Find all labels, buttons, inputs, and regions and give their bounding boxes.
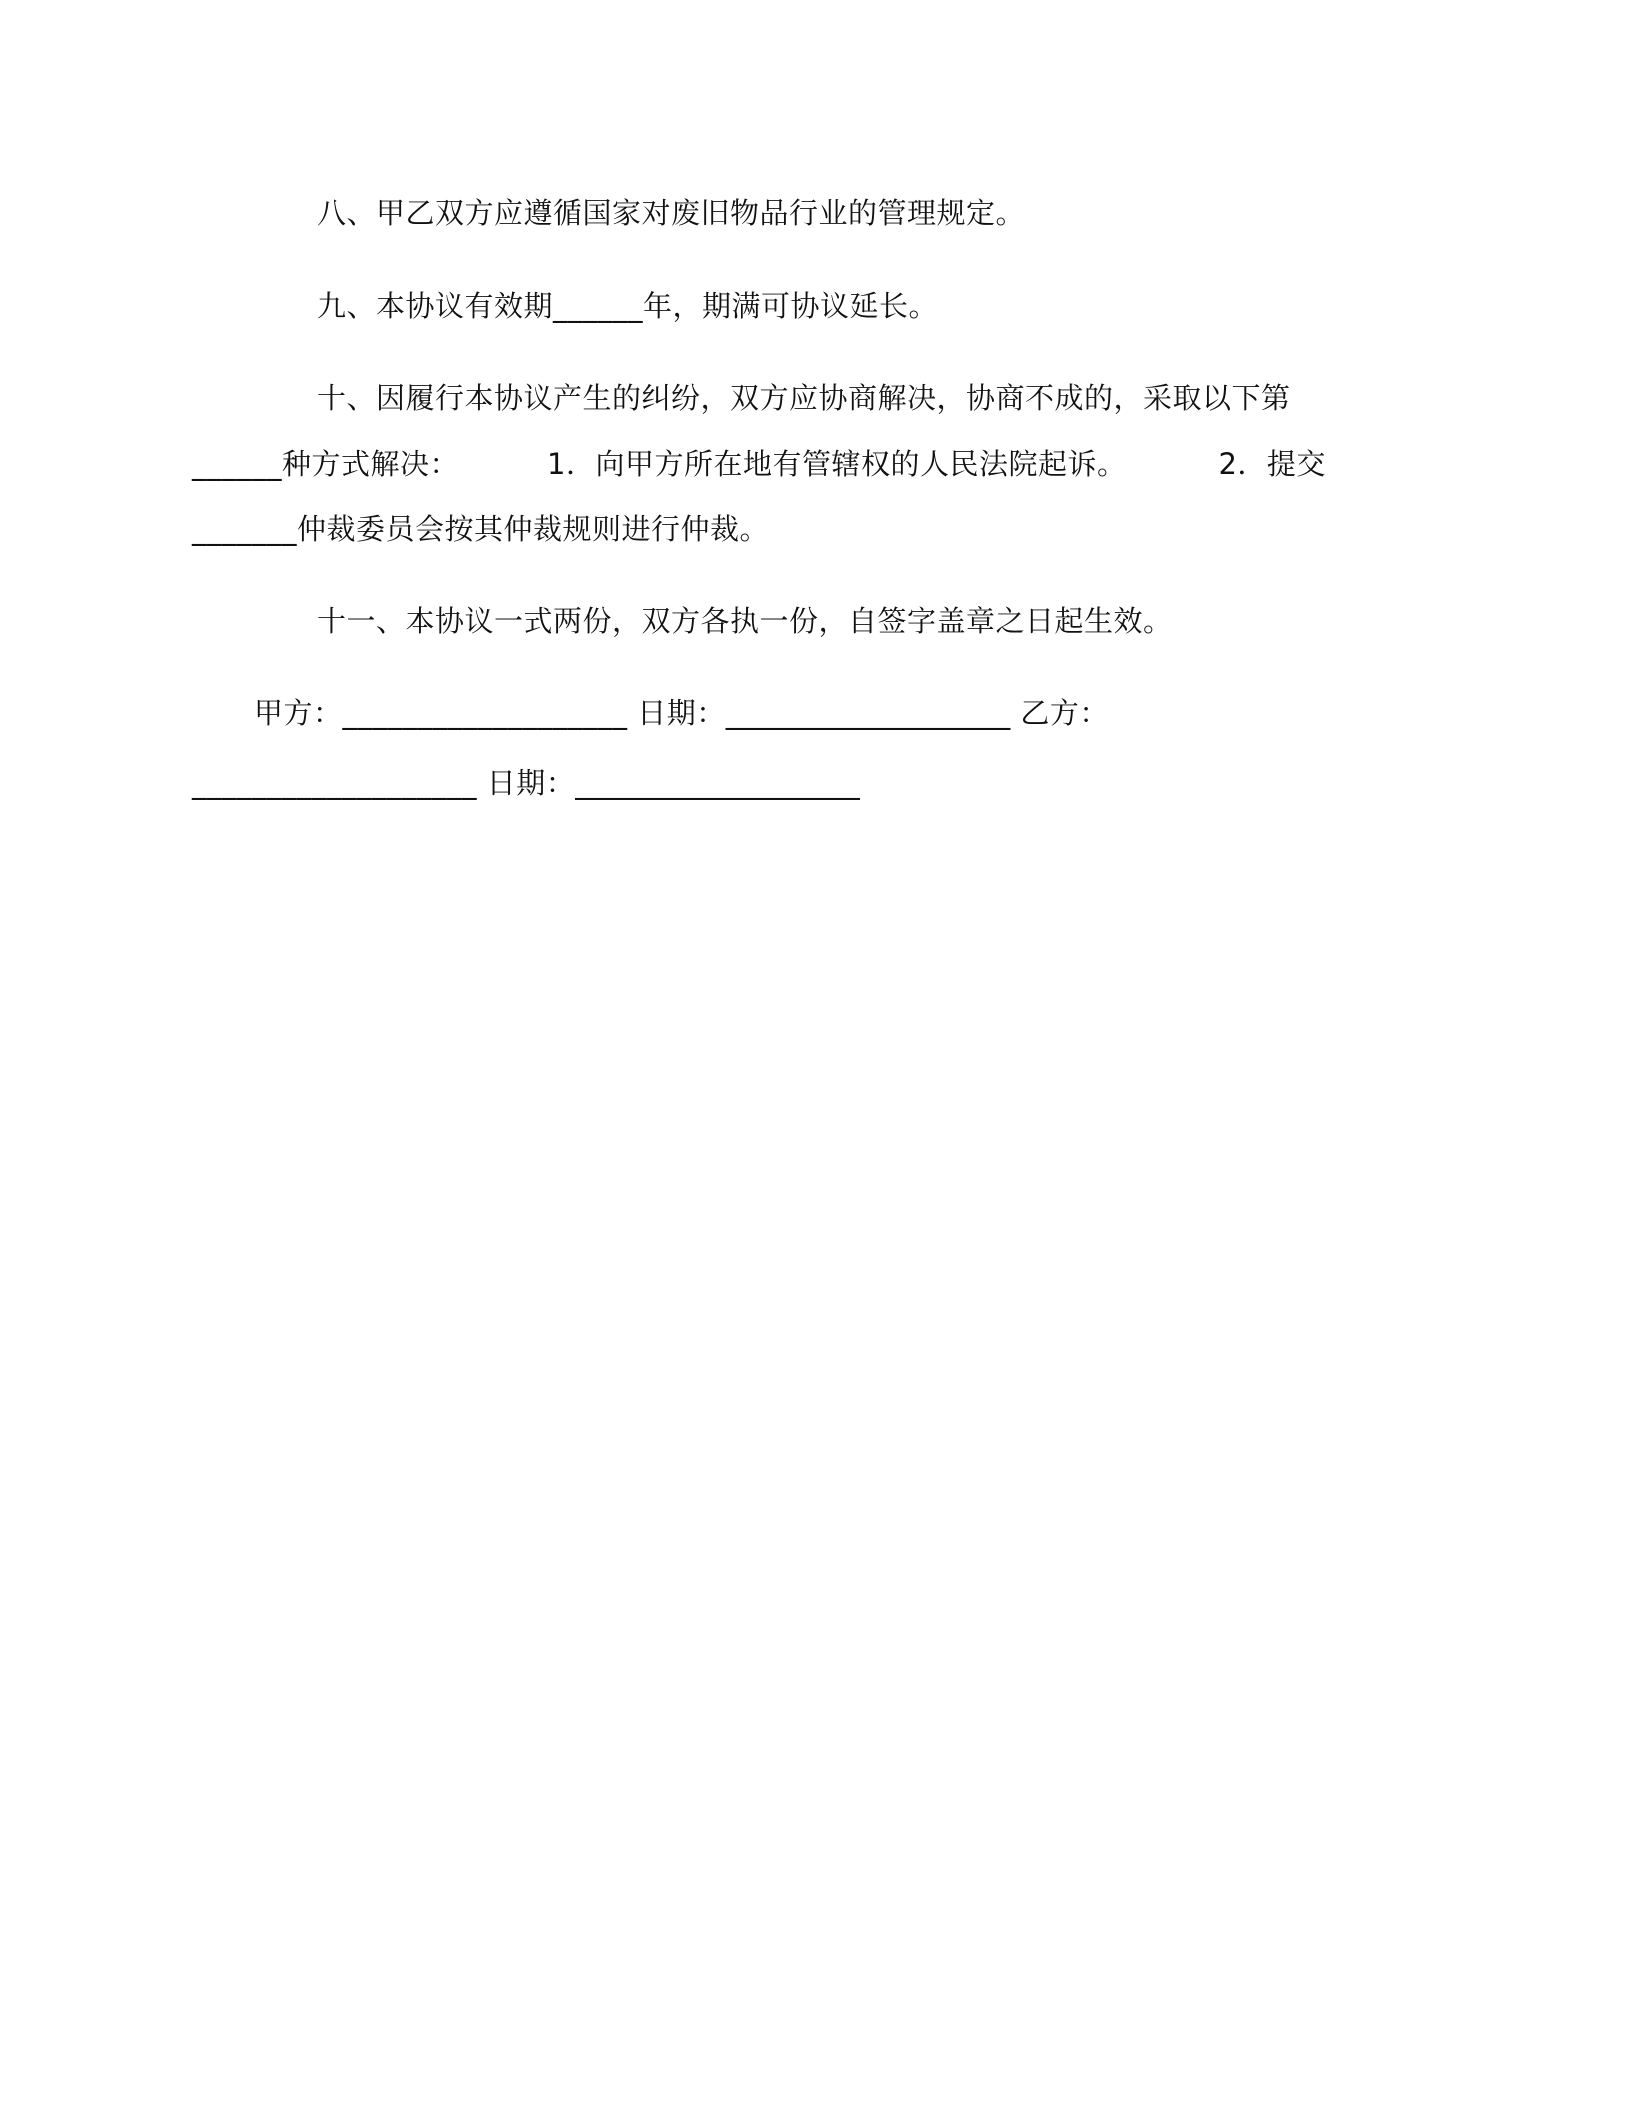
signature-line-1: 甲方：___________________ 日期：___________________ 乙方： [254, 696, 1109, 730]
clause-11: 十一、本协议一式两份，双方各执一份，自签字盖章之日起生效。 [317, 604, 1173, 638]
dispute-option-court: 1．向甲方所在地有管辖权的人民法院起诉。 [547, 447, 1127, 481]
dispute-option-arbitration: 2．提交 [1218, 447, 1326, 481]
clause-10-line-1: 十、因履行本协议产生的纠纷，双方应协商解决，协商不成的，采取以下第 [317, 381, 1291, 415]
dispute-method-choice: ______种方式解决： [192, 447, 460, 481]
clause-8: 八、甲乙双方应遵循国家对废旧物品行业的管理规定。 [317, 196, 1026, 230]
clause-10-line-3: _______仲裁委员会按其仲裁规则进行仲裁。 [192, 512, 770, 546]
clause-10-line-2 [192, 444, 1326, 484]
signature-line-2: ___________________ 日期：___________________ [192, 766, 861, 800]
clause-9: 九、本协议有效期______年，期满可协议延长。 [317, 289, 939, 323]
